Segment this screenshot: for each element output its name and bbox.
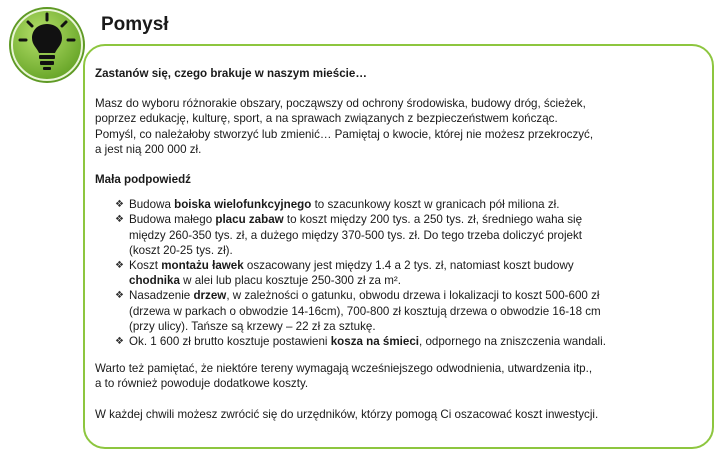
tips-list	[95, 197, 705, 349]
diamond-bullet-icon: ❖	[115, 260, 124, 272]
intro-line: Pomyśl, co należałoby stworzyć lub zmienić… Pamiętaj o kwocie, której nie możesz przekroczyć,	[95, 127, 594, 141]
diamond-bullet-icon: ❖	[115, 290, 124, 302]
list-item: ❖ Budowa małego placu zabaw to koszt między 200 tys. a 250 tys. zł, średniego waha się między 260-350 tys. zł, a dużego między 370-500 tys. zł. Do tego trzeba doliczyć projekt (koszt 20-25 tys. zł).	[115, 213, 583, 257]
tip-content	[95, 66, 705, 422]
outro-line: Warto też pamiętać, że niektóre tereny wymagają wcześniejszego odwodnienia, utwardzenia itp.,	[95, 362, 593, 376]
page-title: Pomysł	[101, 14, 169, 35]
outro-line: a to również powoduje dodatkowe koszty.	[95, 377, 309, 391]
list-item: ❖ Koszt montażu ławek oszacowany jest między 1.4 a 2 tys. zł, natomiast koszt budowy chodnika w alei lub placu kosztuje 250-300 zł za m².	[115, 259, 574, 288]
tips-heading: Mała podpowiedź	[95, 173, 191, 187]
intro-line: a jest nią 200 000 zł.	[95, 142, 202, 156]
list-item: ❖ Ok. 1 600 zł brutto kosztuje postawieni kosza na śmieci, odpornego na zniszczenia wandali.	[115, 335, 606, 349]
list-item: ❖ Budowa boiska wielofunkcyjnego to szacunkowy koszt w granicach pół miliona zł.	[115, 198, 560, 212]
section-heading: Zastanów się, czego brakuje w naszym mieście…	[95, 67, 367, 80]
list-item: ❖ Nasadzenie drzew, w zależności o gatunku, obwodu drzewa i lokalizacji to koszt 500-600 zł (drzewa w parkach o obwodzie 14-16cm), 700-800 zł kosztują drzewa o obwodzie 16-18 cm (przy ulicy). Tańsze są krzewy – 22 zł za sztukę.	[115, 289, 601, 333]
lightbulb-icon	[6, 4, 88, 86]
outro-line: W każdej chwili możesz zwrócić się do urzędników, którzy pomogą Ci oszacować koszt inwestycji.	[95, 407, 599, 421]
diamond-bullet-icon: ❖	[115, 214, 124, 226]
intro-line: poprzez edukację, kulturę, sport, a na sprawach związanych z bezpieczeństwem kończąc.	[95, 112, 558, 126]
diamond-bullet-icon: ❖	[115, 336, 124, 348]
intro-line: Masz do wyboru różnorakie obszary, począwszy od ochrony środowiska, budowy dróg, ścieżek,	[95, 97, 586, 111]
diamond-bullet-icon: ❖	[115, 199, 124, 211]
